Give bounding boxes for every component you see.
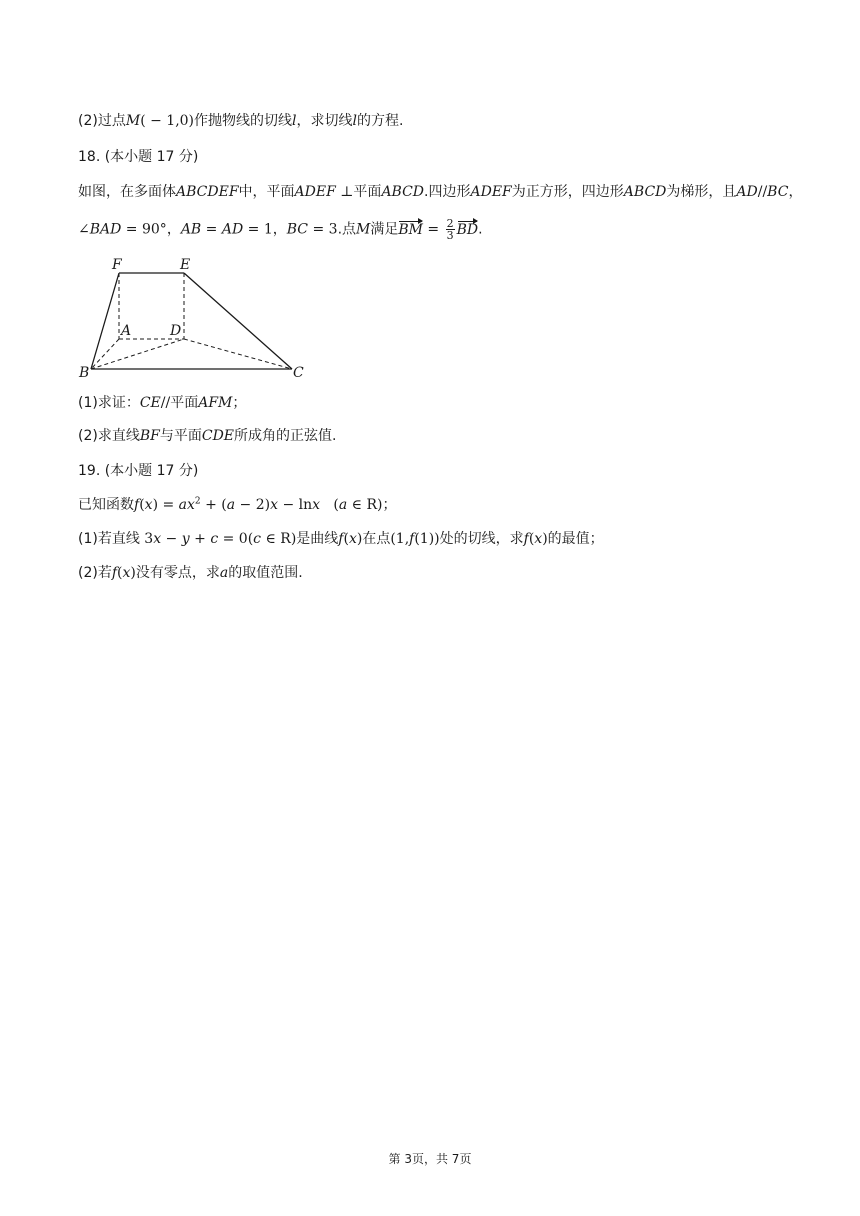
- q18-header: 18. (本小题 17 分): [78, 149, 199, 165]
- math: = 3: [308, 221, 338, 238]
- text: .四边形: [424, 184, 471, 200]
- math: CE: [139, 395, 161, 411]
- math: +: [189, 531, 211, 547]
- text: 为正方形，四边形: [511, 184, 624, 200]
- q19-part1-line: [78, 529, 604, 549]
- q19-stem-line: [78, 495, 396, 515]
- math: a: [226, 497, 236, 513]
- text: ；: [382, 497, 397, 513]
- text: 所成角的正弦值.: [234, 428, 337, 444]
- math: = 1: [243, 221, 273, 238]
- math: = 0: [218, 531, 248, 547]
- fraction: [446, 218, 455, 241]
- text: 的取值范围.: [228, 565, 303, 581]
- vector-bd: BD: [456, 221, 479, 238]
- math: x: [153, 531, 162, 547]
- math: ): [542, 531, 548, 547]
- edge-ec: [184, 273, 292, 369]
- math: f: [111, 565, 118, 581]
- text: ，: [272, 221, 287, 238]
- math: c: [253, 531, 262, 547]
- math: (1,: [390, 531, 410, 547]
- text: .: [478, 221, 483, 238]
- math: =: [201, 221, 222, 238]
- fraction-denominator: 3: [446, 229, 454, 242]
- math: (: [139, 497, 145, 513]
- text: 与平面: [159, 428, 202, 444]
- text: (2)若: [78, 565, 112, 581]
- fraction-numerator: 2: [446, 217, 454, 230]
- vertex-label-d: D: [170, 323, 182, 339]
- text: 满足: [370, 221, 399, 238]
- math: BF: [139, 428, 160, 444]
- q18-stem-line1: [78, 182, 802, 202]
- q18-part2-line: [78, 426, 336, 446]
- math: ⊥平面: [335, 184, 382, 200]
- math: BC: [286, 221, 309, 238]
- math: 3: [144, 531, 154, 547]
- math: ABCD: [381, 184, 425, 200]
- math: − ln: [278, 497, 313, 513]
- math: f: [338, 531, 344, 547]
- math: x: [534, 531, 543, 547]
- math: (: [343, 531, 349, 547]
- edge-bf: [91, 273, 119, 369]
- q17-part2-line: [78, 111, 403, 131]
- math: ADEF: [470, 184, 512, 200]
- math: x: [312, 497, 321, 513]
- text: .点: [337, 221, 357, 238]
- math: M: [125, 113, 141, 129]
- text: 为梯形，且: [666, 184, 737, 200]
- vector-bm: BM: [398, 221, 423, 238]
- math: AFM: [198, 395, 233, 411]
- q18-part1-line: [78, 393, 246, 413]
- text: 中，平面: [238, 184, 295, 200]
- math: CDE: [201, 428, 235, 444]
- text: ，求切线: [296, 113, 353, 129]
- text: 没有零点，求: [135, 565, 220, 581]
- math: a: [338, 497, 348, 513]
- vertex-label-f: F: [112, 257, 122, 273]
- math: ABCD: [623, 184, 667, 200]
- math: −: [161, 531, 182, 547]
- math: AB: [180, 221, 202, 238]
- math: l: [292, 113, 297, 129]
- text: (2)求直线: [78, 428, 140, 444]
- math: AD: [221, 221, 244, 238]
- math: //: [160, 395, 171, 411]
- text: 处的切线，求: [439, 531, 524, 547]
- math: x: [270, 497, 278, 513]
- math: BAD: [89, 221, 122, 238]
- text: 平面: [170, 395, 199, 411]
- math: − 2): [235, 497, 271, 513]
- math: (: [247, 531, 254, 547]
- math: ): [356, 531, 363, 547]
- edge-bd: [91, 339, 184, 369]
- math: l: [352, 113, 357, 129]
- math: BC: [767, 184, 789, 200]
- math: (1)): [414, 531, 440, 547]
- text: ；: [232, 395, 247, 411]
- math: + (: [200, 497, 227, 513]
- math: ): [130, 565, 136, 581]
- math: ) =: [152, 497, 179, 513]
- math: y: [181, 531, 190, 547]
- text: (1)若直线: [78, 531, 145, 547]
- math: (: [320, 497, 339, 513]
- q19-part2-line: [78, 563, 303, 583]
- text: ，: [166, 221, 181, 238]
- math: f: [523, 531, 529, 547]
- math: =: [422, 221, 444, 238]
- math: x: [144, 497, 153, 513]
- math: = 90°: [121, 221, 167, 238]
- vertex-label-a: A: [121, 323, 132, 339]
- vertex-label-e: E: [180, 257, 191, 273]
- math: M: [356, 221, 371, 238]
- math: ∠: [78, 221, 90, 238]
- math: ∈ R): [261, 531, 297, 547]
- polyhedron-figure: [76, 254, 316, 382]
- exponent: 2: [194, 496, 201, 507]
- q18-stem-line2: [78, 218, 483, 241]
- math: ( − 1,0): [140, 113, 195, 129]
- text: 的方程.: [356, 113, 404, 129]
- math: ax: [178, 497, 195, 513]
- text: (2)过点: [78, 113, 126, 129]
- q19-header: 19. (本小题 17 分): [78, 463, 199, 479]
- math: a: [219, 565, 229, 581]
- text: ，: [788, 184, 803, 200]
- math: //: [757, 184, 768, 200]
- vertex-label-c: C: [293, 365, 304, 381]
- text: 已知函数: [78, 497, 134, 513]
- text: 是曲线: [296, 531, 339, 547]
- math: x: [122, 565, 131, 581]
- text: 作抛物线的切线: [194, 113, 293, 129]
- text: 的最值；: [547, 531, 604, 547]
- math: ∈ R): [347, 497, 383, 513]
- vertex-label-b: B: [79, 365, 90, 381]
- math: f: [409, 531, 415, 547]
- math: c: [210, 531, 219, 547]
- math: (: [528, 531, 535, 547]
- math: (: [117, 565, 123, 581]
- text: 如图，在多面体: [78, 184, 176, 200]
- math: ABCDEF: [176, 184, 239, 200]
- text: 在点: [362, 531, 391, 547]
- math: f: [134, 497, 140, 513]
- math: x: [348, 531, 357, 547]
- page-footer: 第 3页，共 7页: [388, 1152, 472, 1166]
- text: (1)求证：: [78, 395, 140, 411]
- math: ADEF: [294, 184, 336, 200]
- math: AD: [736, 184, 758, 200]
